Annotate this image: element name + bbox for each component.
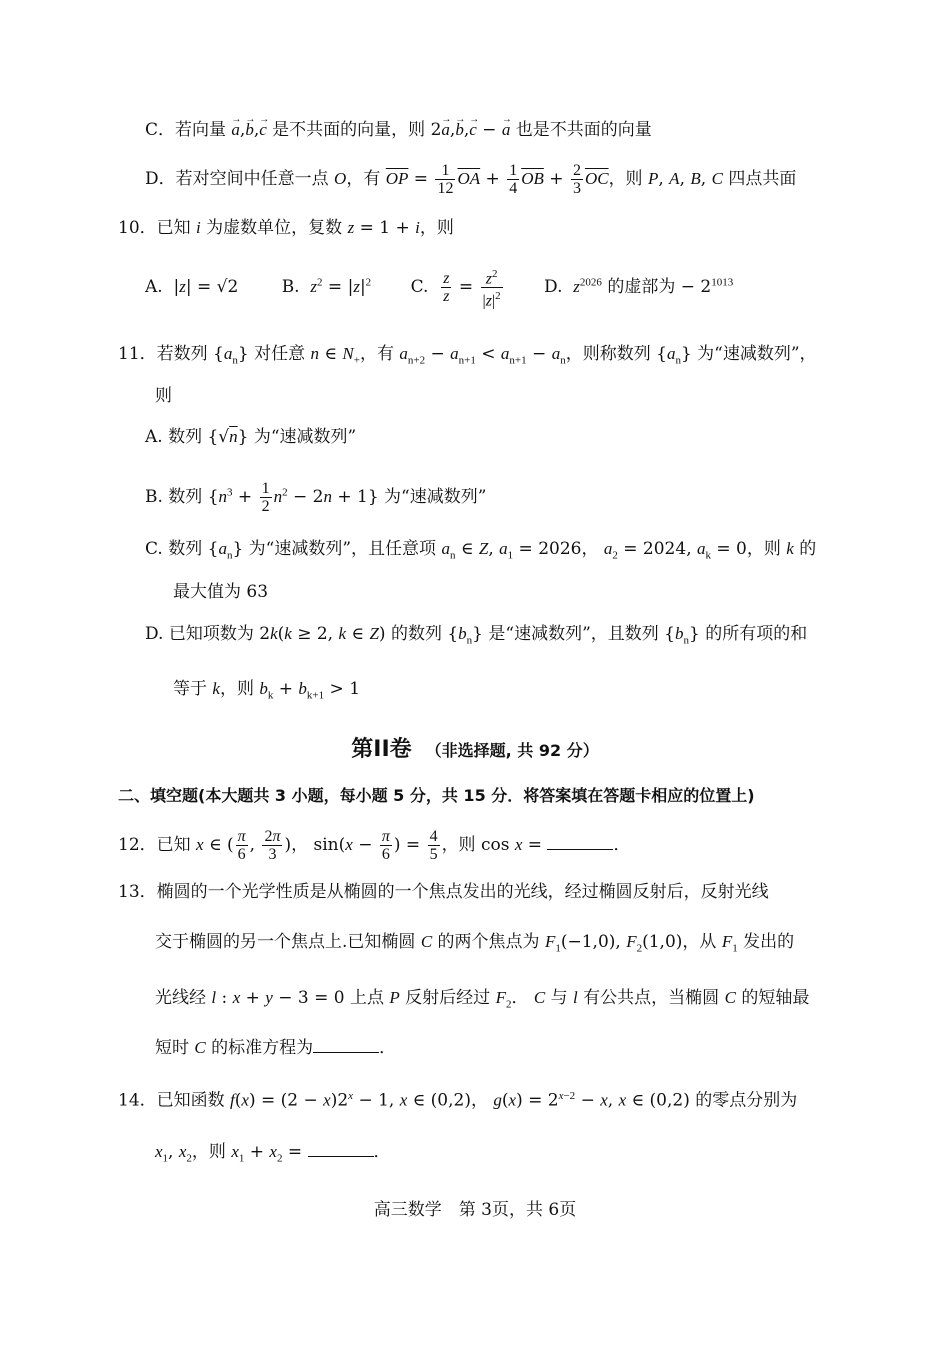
q11-option-d-line2: 等于 k，则 $b_k + b_{k+1} > 1$ [173,679,361,702]
part2-subtitle: （非选择题, 共 92 分） [425,741,599,760]
q10-stem: 10．已知 i 为虚数单位，复数 z = 1 + i，则 [118,218,454,238]
q10-options [145,266,733,310]
q10-option-d: D. $z^{2026}$ 的虚部为 − $2^{1013}$ [544,276,734,298]
q11-stem: 11．若数列 $\{a_n\}$ 对任意 n ∈ $N_+$，有 $a_{n+2} - a_{n+1} < a_{n+1} - a_n$，则称数列 $\{a_n\}$ 为“速减数列”， [118,344,817,367]
q9-option-d: D．若对空间中任意一点 O，有 $\overline{OP}$ = $\frac{1}{12}$ $\overline{OA}$ + $\frac{1}{4}$ $\overline{OB}$ + $\frac{2}{3}$ $\overline{OC}$，则 P, A, B, C 四点共面 [145,162,797,197]
q11-option-d-line1: D. 已知项数为 2k(k ≥ 2, k ∈ Z) 的数列 $\{b_n\}$ 是“速减数列”，且数列 $\{b_n\}$ 的所有项的和 [145,624,808,647]
q11-option-a: A. 数列 {√n} 为“速减数列” [145,427,357,447]
q12: 12．已知 x ∈ ( $\frac{\pi}{6}$ , $\frac{2\pi}{3}$ )， sin(x − $\frac{\pi}{6}$ ) = $\frac{4}{5}$ ，则 cos x = ． [118,828,631,863]
q9-option-c: C．若向量 → a,→ b,→ c 是不共面的向量，则 2→ a,→ b,→ c − → a 也是不共面的向量 [145,118,652,142]
q13-answer-blank[interactable] [313,1036,379,1053]
q14-line1: 14．已知函数 $f(x) = (2 - x)2^x - 1$, x ∈ (0,2)， $g(x) = 2^{x-2} - x$, x ∈ (0,2) 的零点分别为 [118,1090,798,1111]
q11-stem-cont: 则 [155,386,172,406]
q14-answer-blank[interactable] [308,1140,374,1157]
q14-line2: $x_1$, $x_2$，则 $x_1 + x_2$ = ． [155,1142,391,1165]
q13-line1: 13．椭圆的一个光学性质是从椭圆的一个焦点发出的光线，经过椭圆反射后，反射光线 [118,882,769,902]
part2-heading [0,732,950,763]
q10-option-a: A. |z| = √2 [145,277,239,298]
q10-option-b: B. $z^2 = |z|^2$ [281,276,372,298]
q11-option-c-line2: 最大值为 63 [173,582,269,602]
part2-title: 第II卷 [351,737,412,762]
q11-option-c-line1: C. 数列 $\{a_n\}$ 为“速减数列”，且任意项 $a_n$ ∈ Z, $a_1 = 2026$， $a_2 = 2024$, $a_k = 0$，则 k 的 [145,539,817,562]
q13-line4: 短时 C 的标准方程为 ． [155,1038,397,1058]
q13-line3: 光线经 l : x + y − 3 = 0 上点 P 反射后经过 $F_2$． C 与 l 有公共点，当椭圆 C 的短轴最 [155,988,810,1011]
q12-answer-blank[interactable] [547,833,613,850]
page-footer: 高三数学 第 3页，共 6页 [373,1200,577,1220]
q13-line2: 交于椭圆的另一个焦点上.已知椭圆 C 的两个焦点为 $F_1(-1,0)$, $F_2(1,0)$，从 $F_1$ 发出的 [155,932,795,955]
q10-option-c: C. $\frac{z}{z}$ = $\frac{z^2}{|z|^2}$ [410,268,501,310]
q11-option-b: B. 数列 {$n^3$ + $\frac{1}{2}$ $n^2 - 2n + 1$} 为“速减数列” [145,480,487,515]
section-fill-in-heading: 二、填空题(本大题共 3 小题，每小题 5 分，共 15 分．将答案填在答题卡相应的位置上) [118,786,755,805]
